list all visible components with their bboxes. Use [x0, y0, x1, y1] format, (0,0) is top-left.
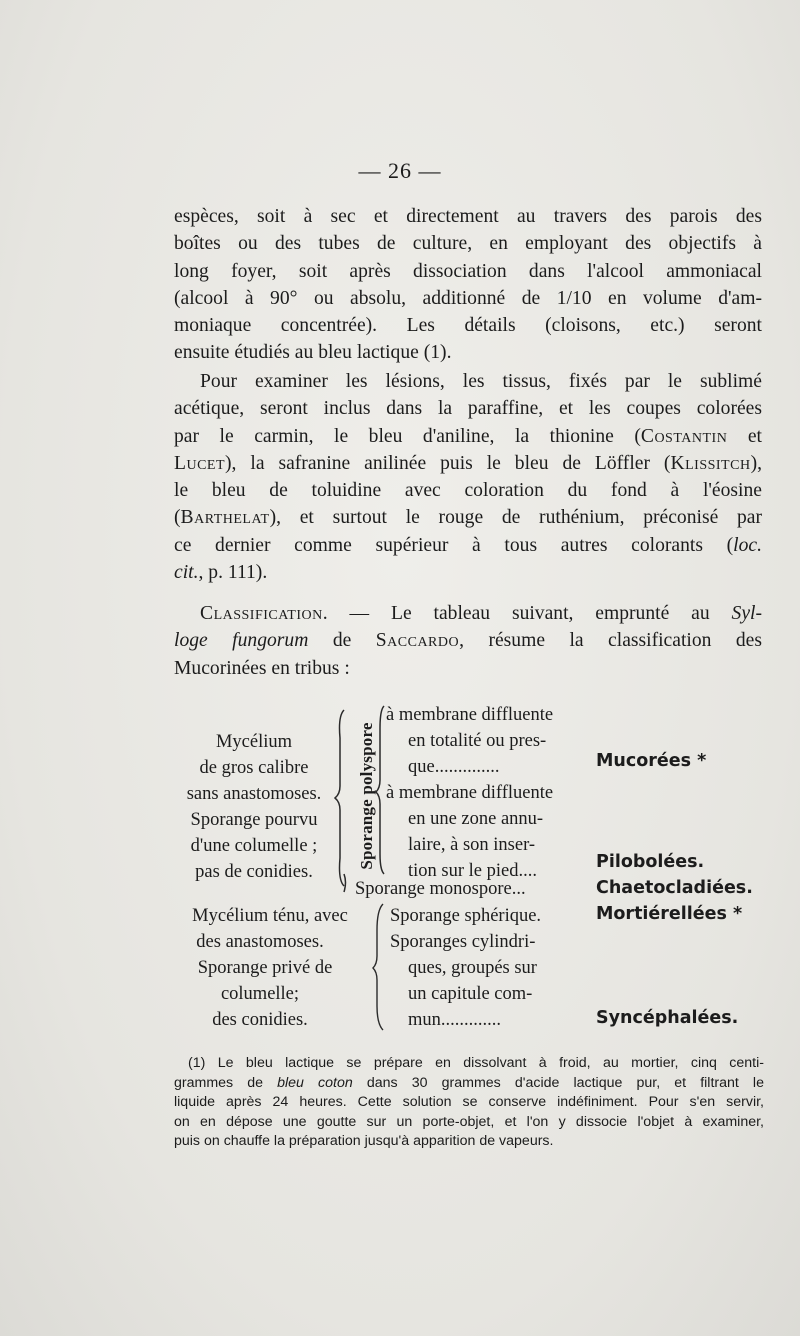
text-line	[174, 504, 762, 531]
text-line	[174, 532, 762, 559]
text-line: espèces, soit à sec et directement au travers des parois des	[174, 206, 762, 227]
author-name: Lucet	[174, 452, 226, 474]
text-fragment: et	[727, 425, 762, 447]
text-line	[174, 450, 762, 477]
table-cell: Sporange sphérique.	[390, 906, 542, 926]
text-line: acétique, seront inclus dans la paraffine, et les coupes colorées	[174, 398, 762, 420]
text-fragment: ), et surtout le rouge de ruthénium, préconisé par	[269, 507, 762, 529]
text-fragment: ),	[750, 452, 762, 474]
text-line: (alcool à 90° ou absolu, additionné de 1/10 en volume d'am-	[174, 287, 762, 309]
table-cell: Sporange pourvu	[190, 810, 318, 830]
text-fragment: grammes de	[174, 1074, 278, 1091]
text-line: Pour examiner les lésions, les tissus, fixés par le sublimé	[200, 371, 762, 392]
brace-group2	[371, 902, 387, 1032]
text-fragment: dans 30 grammes d'acide lactique pur, et filtrant le	[352, 1074, 764, 1091]
table-cell: des conidies.	[212, 1010, 308, 1030]
text-fragment: , p. 111).	[198, 562, 268, 584]
author-name: Klissitch	[670, 452, 751, 474]
tribe-name: Syncéphalées.	[596, 1008, 739, 1028]
author-name: Costantin	[640, 425, 728, 447]
table-cell: columelle;	[220, 984, 300, 1004]
table-cell: que..............	[408, 757, 500, 777]
table-cell: Sporange monospore...	[355, 879, 526, 899]
table-cell: laire, à son inser-	[408, 835, 536, 855]
table-cell: tion sur le pied....	[408, 861, 537, 881]
text-fragment: ce dernier comme supérieur à tous autres colorants (	[174, 534, 734, 556]
text-fragment: . — Le tableau suivant, emprunté au	[322, 603, 732, 624]
paragraph-lesions	[174, 368, 762, 586]
text-line: moniaque concentrée). Les détails (cloisons, etc.) seront	[174, 315, 762, 337]
table-cell: Sporanges cylindri-	[390, 932, 536, 952]
text-line	[174, 423, 762, 450]
footnote-line: liquide après 24 heures. Cette solution se conserve indéfiniment. Pour s'en servir,	[174, 1094, 764, 1111]
text-italic: loge fungorum	[174, 630, 309, 652]
table-cell: mun.............	[408, 1010, 502, 1030]
text-italic: bleu coton	[277, 1074, 353, 1091]
text-line: le bleu de toluidine avec coloration du fond à l'éosine	[174, 480, 762, 502]
text-fragment: de	[308, 630, 376, 652]
text-line: long foyer, soit après dissociation dans l'alcool ammoniacal	[174, 260, 762, 282]
table-cell: en une zone annu-	[408, 809, 544, 829]
tribe-name: Mucorées *	[596, 751, 707, 771]
text-italic: cit.	[174, 562, 199, 584]
brace-tick	[340, 872, 354, 894]
author-name: Barthelat	[180, 507, 270, 529]
table-cell: ques, groupés sur	[408, 958, 537, 978]
text-line: ensuite étudiés au bleu lactique (1).	[174, 342, 452, 364]
table-cell: des anastomoses.	[196, 932, 324, 952]
table-cell: d'une columelle ;	[190, 836, 318, 856]
footnote-line: puis on chauffe la préparation jusqu'à apparition de vapeurs.	[174, 1133, 554, 1150]
footnote-line	[174, 1074, 764, 1094]
author-name: Saccardo	[375, 630, 460, 652]
table-cell: un capitule com-	[408, 984, 533, 1004]
text-line: Mucorinées en tribus :	[174, 657, 350, 679]
text-fragment: par le carmin, le bleu d'aniline, la thionine (	[174, 425, 641, 447]
table-cell: de gros calibre	[199, 758, 309, 778]
tribe-name: Pilobolées.	[596, 852, 705, 872]
brace-left	[334, 708, 354, 888]
vertical-label-text: Sporange polyspore	[357, 722, 376, 870]
paragraph-methods	[174, 203, 762, 367]
table-cell: à membrane diffluente	[386, 783, 554, 803]
table-cell: Sporange privé de	[197, 958, 333, 978]
table-cell: Mycélium	[215, 732, 293, 752]
footnote-line: (1) Le bleu lactique se prépare en dissolvant à froid, au mortier, cinq centi-	[188, 1055, 764, 1071]
table-cell: pas de conidies.	[195, 862, 313, 882]
text-fragment: (	[174, 507, 181, 529]
text-line	[174, 600, 762, 627]
text-fragment: ), la safranine anilinée puis le bleu de Löffler (	[225, 452, 671, 474]
text-italic: loc.	[733, 534, 762, 556]
text-fragment: , résume la classification des	[459, 630, 762, 652]
text-line	[174, 559, 762, 586]
tribe-name: Chaetocladiées.	[596, 878, 753, 898]
text-line	[174, 627, 762, 654]
section-heading: Classification	[200, 603, 323, 624]
text-line: boîtes ou des tubes de culture, en employant des objectifs à	[174, 233, 762, 255]
table-cell: en totalité ou pres-	[408, 731, 547, 751]
paragraph-classification	[174, 600, 762, 682]
tribe-name: Mortiérellées *	[596, 904, 743, 924]
text-italic: Syl-	[731, 603, 762, 624]
page-number: — 26 —	[358, 158, 442, 183]
table-cell: Mycélium ténu, avec	[192, 906, 348, 926]
table-cell: sans anastomoses.	[186, 784, 322, 804]
table-cell: à membrane diffluente	[386, 705, 554, 725]
footnote	[174, 1054, 764, 1152]
footnote-line: on en dépose une goutte sur un porte-objet, et l'on y dissocie l'objet à examiner,	[174, 1113, 764, 1130]
